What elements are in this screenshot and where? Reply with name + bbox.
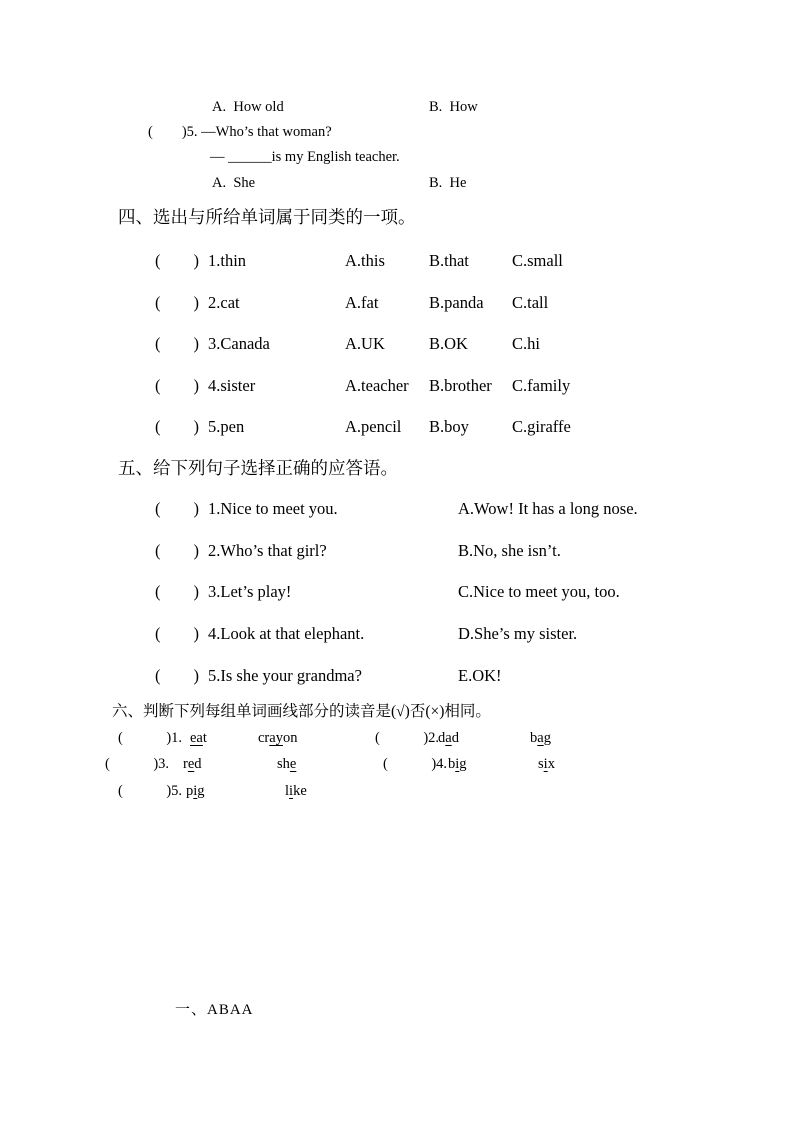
s5-row-5 bbox=[0, 666, 793, 690]
option-a: A.fat bbox=[345, 293, 379, 312]
answer-paren: ( ) bbox=[155, 417, 199, 436]
option-b: B.OK bbox=[429, 334, 468, 353]
word-part: r bbox=[183, 756, 188, 772]
answer-paren: ( ) bbox=[155, 582, 199, 601]
s4-row-5 bbox=[0, 417, 793, 441]
s6-row-3 bbox=[0, 783, 793, 807]
pair-label: ( )2. bbox=[375, 730, 440, 746]
section4-title-line bbox=[0, 204, 793, 228]
question-item: 3.Let’s play! bbox=[208, 582, 292, 601]
option-c: C.giraffe bbox=[512, 417, 571, 436]
word-like bbox=[285, 783, 307, 800]
word-dad bbox=[438, 730, 459, 747]
word-part-underlined: i bbox=[193, 783, 198, 799]
question-item: 1.thin bbox=[208, 251, 247, 270]
word-crayon bbox=[258, 730, 297, 747]
option-c: C.hi bbox=[512, 334, 540, 353]
word-part: d bbox=[438, 730, 446, 746]
answer-paren: ( ) bbox=[155, 541, 199, 560]
word-part-underlined: a bbox=[445, 730, 452, 746]
response-option: E.OK! bbox=[458, 666, 502, 685]
q4-option-a: A. How old bbox=[212, 99, 284, 115]
word-part: g bbox=[543, 730, 551, 746]
question-item: 5.Is she your grandma? bbox=[208, 666, 362, 685]
q5-options-line bbox=[0, 175, 793, 199]
s4-row-3 bbox=[0, 334, 793, 358]
word-part-underlined: i bbox=[289, 783, 294, 799]
option-a: A.pencil bbox=[345, 417, 402, 436]
s6-row-2 bbox=[0, 756, 793, 780]
word-bag bbox=[530, 730, 551, 747]
s5-row-3 bbox=[0, 582, 793, 606]
section4-title: 四、选出与所给单词属于同类的一项。 bbox=[118, 207, 416, 227]
word-part-underlined: i bbox=[455, 756, 460, 772]
word-eat bbox=[190, 730, 207, 747]
q5-answer-blank-line bbox=[0, 149, 793, 173]
word-part: x bbox=[547, 756, 555, 772]
word-part: sh bbox=[277, 756, 290, 772]
option-b: B.brother bbox=[429, 376, 492, 395]
question-item: 3.Canada bbox=[208, 334, 270, 353]
word-part: on bbox=[282, 730, 298, 746]
option-b: B.that bbox=[429, 251, 469, 270]
section6-title: 六、判断下列每组单词画线部分的读音是(√)否(×)相同。 bbox=[112, 703, 491, 720]
answer-paren: ( ) bbox=[155, 334, 199, 353]
word-part-underlined: e bbox=[289, 756, 297, 772]
answer-key-line-wrap bbox=[0, 998, 793, 1022]
question-item: 2.cat bbox=[208, 293, 240, 312]
question-item: 1.Nice to meet you. bbox=[208, 499, 338, 518]
pair-label: ( )1. bbox=[118, 730, 183, 746]
pair-label: ( )4. bbox=[383, 756, 448, 772]
response-option: C.Nice to meet you, too. bbox=[458, 582, 620, 601]
word-six bbox=[538, 756, 555, 773]
option-a: A.teacher bbox=[345, 376, 409, 395]
word-part: s bbox=[538, 756, 544, 772]
question-item: 5.pen bbox=[208, 417, 245, 436]
word-part-underlined: e bbox=[187, 756, 195, 772]
s5-row-1 bbox=[0, 499, 793, 523]
question-item: 2.Who’s that girl? bbox=[208, 541, 327, 560]
word-part: t bbox=[202, 730, 207, 746]
question-item: 4.sister bbox=[208, 376, 256, 395]
option-b: B.panda bbox=[429, 293, 484, 312]
question-item: 4.Look at that elephant. bbox=[208, 624, 365, 643]
word-part: b bbox=[448, 756, 456, 772]
answer-paren: ( ) bbox=[155, 499, 199, 518]
word-part: l bbox=[285, 783, 290, 799]
answer-paren: ( ) bbox=[155, 251, 199, 270]
s6-row-1 bbox=[0, 730, 793, 754]
s4-row-2 bbox=[0, 293, 793, 317]
q5-blank: — ______is my English teacher. bbox=[210, 149, 400, 165]
word-part-underlined: ea bbox=[190, 730, 203, 746]
word-part-underlined: ay bbox=[269, 730, 283, 746]
word-part: ke bbox=[293, 783, 307, 799]
s4-row-1 bbox=[0, 251, 793, 275]
option-b: B.boy bbox=[429, 417, 469, 436]
response-option: B.No, she isn’t. bbox=[458, 541, 561, 560]
answer-paren: ( ) bbox=[155, 293, 199, 312]
q4-option-b: B. How bbox=[429, 99, 478, 115]
word-she bbox=[277, 756, 296, 773]
option-c: C.family bbox=[512, 376, 571, 395]
word-pig bbox=[186, 783, 205, 800]
response-option: A.Wow! It has a long nose. bbox=[458, 499, 638, 518]
q4-options-line bbox=[0, 99, 793, 123]
response-option: D.She’s my sister. bbox=[458, 624, 578, 643]
word-part: g bbox=[459, 756, 467, 772]
option-a: A.UK bbox=[345, 334, 385, 353]
word-part: cr bbox=[258, 730, 270, 746]
q5-option-b: B. He bbox=[429, 175, 467, 191]
answer-key-line: 一、ABAA bbox=[175, 1002, 254, 1018]
word-part: b bbox=[530, 730, 538, 746]
s5-row-4 bbox=[0, 624, 793, 648]
word-part: d bbox=[194, 756, 202, 772]
pair-label: ( )5. bbox=[118, 783, 183, 799]
q5-question-line bbox=[0, 124, 793, 148]
word-red bbox=[183, 756, 202, 773]
word-part-underlined: a bbox=[537, 730, 544, 746]
s5-row-2 bbox=[0, 541, 793, 565]
option-c: C.tall bbox=[512, 293, 549, 312]
word-part: d bbox=[451, 730, 459, 746]
answer-paren: ( ) bbox=[155, 376, 199, 395]
answer-paren: ( ) bbox=[155, 624, 199, 643]
word-part: g bbox=[197, 783, 205, 799]
answer-paren: ( ) bbox=[155, 666, 199, 685]
section5-title: 五、给下列句子选择正确的应答语。 bbox=[118, 458, 398, 478]
s4-row-4 bbox=[0, 376, 793, 400]
word-part: p bbox=[186, 783, 194, 799]
word-big bbox=[448, 756, 467, 773]
option-c: C.small bbox=[512, 251, 563, 270]
pair-label: ( )3. bbox=[105, 756, 170, 772]
q5-question: ( )5. —Who’s that woman? bbox=[148, 124, 332, 140]
q5-option-a: A. She bbox=[212, 175, 256, 191]
section6-title-line bbox=[0, 699, 793, 723]
word-part-underlined: i bbox=[543, 756, 548, 772]
section5-title-line bbox=[0, 455, 793, 479]
option-a: A.this bbox=[345, 251, 385, 270]
